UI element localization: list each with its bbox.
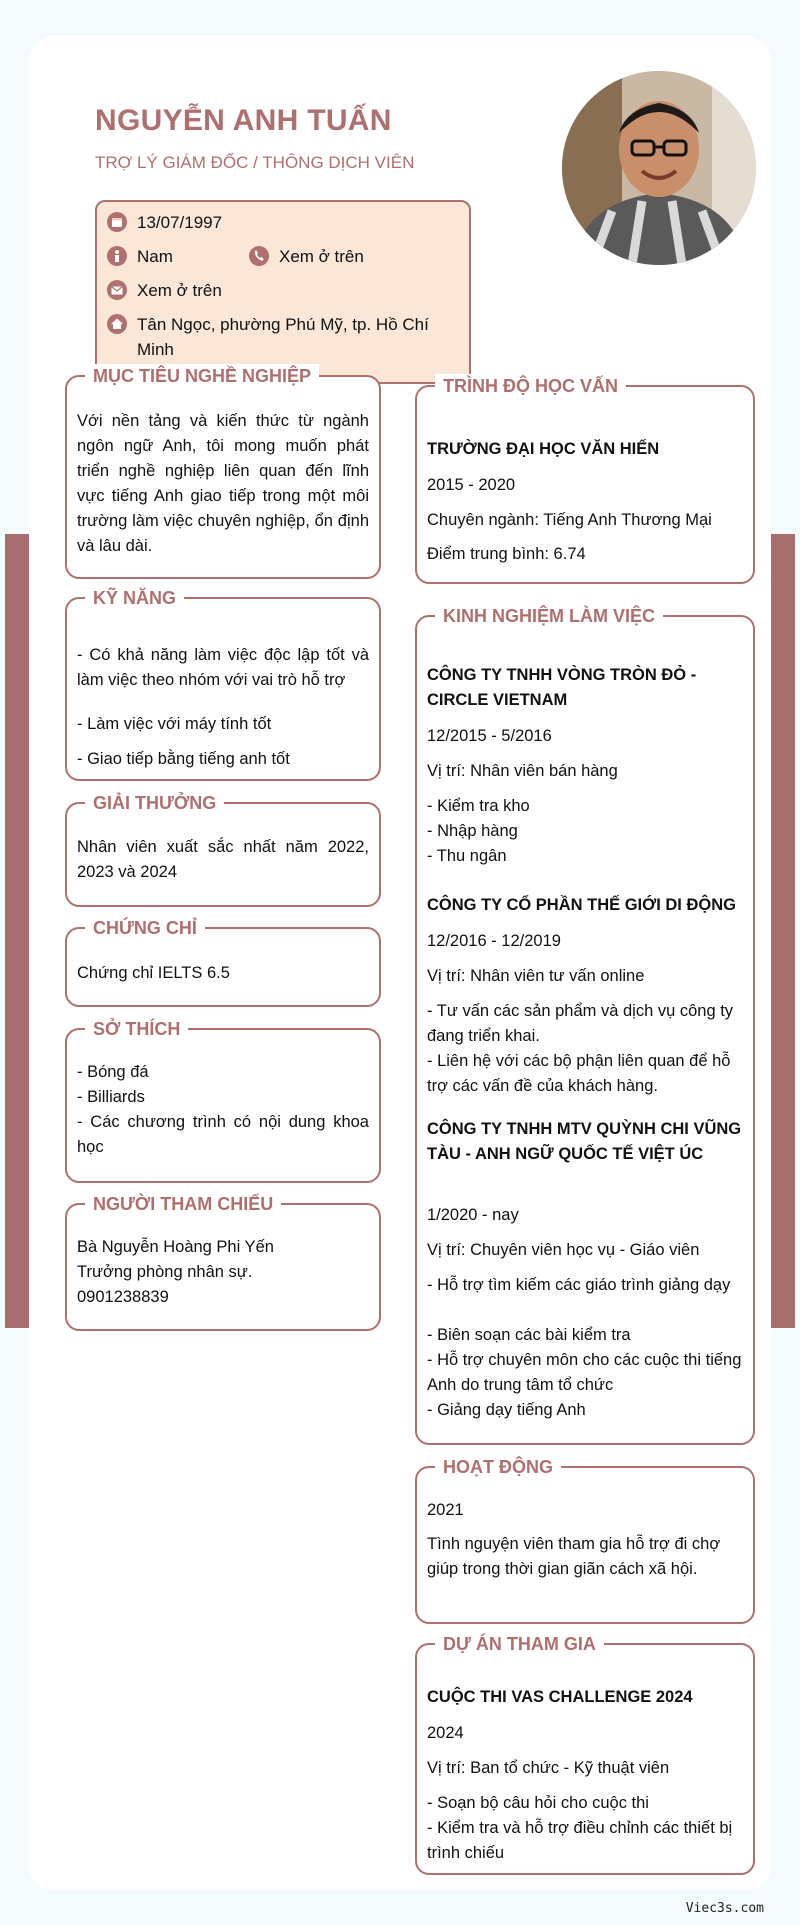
skill-item-3: - Giao tiếp bằng tiếng anh tốt xyxy=(77,750,290,768)
watermark: Viec3s.com xyxy=(685,1901,764,1916)
reference-phone: 0901238839 xyxy=(77,1288,169,1306)
address-text: Tân Ngọc, phường Phú Mỹ, tp. Hồ Chí Minh xyxy=(137,315,429,359)
gender-text: Nam xyxy=(137,247,173,266)
references-title: NGƯỜI THAM CHIẾU xyxy=(85,1192,281,1216)
contact-card xyxy=(95,200,471,384)
job-3-task-1: - Hỗ trợ tìm kiếm các giáo trình giảng dạy xyxy=(427,1276,731,1294)
candidate-role: TRỢ LÝ GIÁM ĐỐC / THÔNG DỊCH VIÊN xyxy=(95,153,415,172)
job-1-task-2: - Nhập hàng xyxy=(427,822,518,840)
email-icon xyxy=(107,280,127,300)
calendar-icon xyxy=(107,212,127,232)
education-school: TRƯỜNG ĐẠI HỌC VĂN HIẾN xyxy=(427,440,660,458)
hobbies-title: SỞ THÍCH xyxy=(85,1017,188,1041)
awards-text: Nhân viên xuất sắc nhất năm 2022, 2023 và 2024 xyxy=(77,838,369,881)
activities-year: 2021 xyxy=(427,1501,464,1519)
contact-address xyxy=(107,312,437,362)
job-1-task-1: - Kiểm tra kho xyxy=(427,797,530,815)
activities-section xyxy=(415,1457,755,1624)
skill-item-2: - Làm việc với máy tính tốt xyxy=(77,715,272,733)
hobbies-section xyxy=(65,1019,381,1183)
birthday-text: 13/07/1997 xyxy=(137,213,223,232)
hobby-item-2: - Billiards xyxy=(77,1088,145,1106)
certificates-section xyxy=(65,918,381,1007)
home-icon xyxy=(107,314,127,334)
project-year: 2024 xyxy=(427,1724,464,1742)
certificates-text: Chứng chỉ IELTS 6.5 xyxy=(77,964,230,982)
contact-email xyxy=(107,278,222,303)
project-task-2: - Kiểm tra và hỗ trợ điều chỉnh các thiết bị trình chiếu xyxy=(427,1819,733,1862)
objective-title: MỤC TIÊU NGHỀ NGHIỆP xyxy=(85,364,319,388)
job-3-position: Vị trí: Chuyên viên học vụ - Giáo viên xyxy=(427,1241,700,1259)
phone-text: Xem ở trên xyxy=(279,247,364,266)
job-1-company: CÔNG TY TNHH VÒNG TRÒN ĐỎ - CIRCLE VIETNAM xyxy=(427,666,697,709)
gender-icon xyxy=(107,246,127,266)
avatar-photo xyxy=(562,71,756,265)
job-3-task-2: - Biên soạn các bài kiểm tra xyxy=(427,1326,631,1344)
project-name: CUỘC THI VAS CHALLENGE 2024 xyxy=(427,1688,693,1706)
activities-title: HOẠT ĐỘNG xyxy=(435,1455,561,1479)
certificates-title: CHỨNG CHỈ xyxy=(85,916,205,940)
contact-phone xyxy=(249,244,364,269)
project-task-1: - Soạn bộ câu hỏi cho cuộc thi xyxy=(427,1794,649,1812)
phone-icon xyxy=(249,246,269,266)
awards-title: GIẢI THƯỞNG xyxy=(85,791,224,815)
job-1-task-3: - Thu ngân xyxy=(427,847,507,865)
reference-name: Bà Nguyễn Hoàng Phi Yến xyxy=(77,1238,274,1256)
job-3-task-3: - Hỗ trợ chuyên môn cho các cuộc thi tiếng Anh do trung tâm tổ chức xyxy=(427,1351,742,1394)
projects-title: DỰ ÁN THAM GIA xyxy=(435,1632,604,1656)
hobby-item-1: - Bóng đá xyxy=(77,1063,149,1081)
references-section xyxy=(65,1194,381,1331)
experience-title: KINH NGHIỆM LÀM VIỆC xyxy=(435,604,663,628)
reference-position: Trưởng phòng nhân sự. xyxy=(77,1263,253,1281)
contact-birthday xyxy=(107,210,222,235)
experience-section xyxy=(415,606,755,1445)
job-2-company: CÔNG TY CỔ PHẦN THẾ GIỚI DI ĐỘNG xyxy=(427,896,736,914)
project-position: Vị trí: Ban tổ chức - Kỹ thuật viên xyxy=(427,1759,670,1777)
job-2-position: Vị trí: Nhân viên tư vấn online xyxy=(427,967,645,985)
education-major: Chuyên ngành: Tiếng Anh Thương Mại xyxy=(427,511,712,529)
job-2-period: 12/2016 - 12/2019 xyxy=(427,932,561,950)
skills-section xyxy=(65,588,381,781)
job-2-task-2: - Liên hệ với các bộ phận liên quan để hỗ trợ các vấn đề của khách hàng. xyxy=(427,1052,731,1095)
activities-text: Tình nguyện viên tham gia hỗ trợ đi chợ giúp trong thời gian giãn cách xã hội. xyxy=(427,1535,721,1578)
education-years: 2015 - 2020 xyxy=(427,476,516,494)
education-gpa: Điểm trung bình: 6.74 xyxy=(427,545,586,563)
skills-title: KỸ NĂNG xyxy=(85,586,184,610)
left-accent-bar xyxy=(5,534,29,1328)
education-section xyxy=(415,376,755,584)
job-2-task-1: - Tư vấn các sản phẩm và dịch vụ công ty đang triển khai. xyxy=(427,1002,734,1045)
education-title: TRÌNH ĐỘ HỌC VẤN xyxy=(435,374,626,398)
right-accent-bar xyxy=(771,534,795,1328)
job-3-period: 1/2020 - nay xyxy=(427,1206,519,1224)
objective-section xyxy=(65,366,381,579)
candidate-name: NGUYỄN ANH TUẤN xyxy=(95,104,392,137)
awards-section xyxy=(65,793,381,907)
resume-page xyxy=(29,36,771,1890)
skill-item-1: - Có khả năng làm việc độc lập tốt và làm việc theo nhóm với vai trò hỗ trợ xyxy=(77,646,369,689)
objective-text: Với nền tảng và kiến thức từ ngành ngôn ngữ Anh, tôi mong muốn phát triển nghề nghiệp liên quan đến lĩnh vực tiếng Anh giao tiếp trong một môi trường làm việc chuyên nghiệp, ổn định và lâu dài. xyxy=(77,412,369,555)
hobby-item-3: - Các chương trình có nội dung khoa học xyxy=(77,1113,369,1156)
job-1-period: 12/2015 - 5/2016 xyxy=(427,727,552,745)
avatar xyxy=(562,71,756,265)
job-3-task-4: - Giảng dạy tiếng Anh xyxy=(427,1401,586,1419)
job-1-position: Vị trí: Nhân viên bán hàng xyxy=(427,762,618,780)
projects-section xyxy=(415,1634,755,1875)
job-3-company: CÔNG TY TNHH MTV QUỲNH CHI VŨNG TÀU - ANH NGỮ QUỐC TẾ VIỆT ÚC xyxy=(427,1120,742,1163)
email-text: Xem ở trên xyxy=(137,281,222,300)
contact-gender xyxy=(107,244,173,269)
